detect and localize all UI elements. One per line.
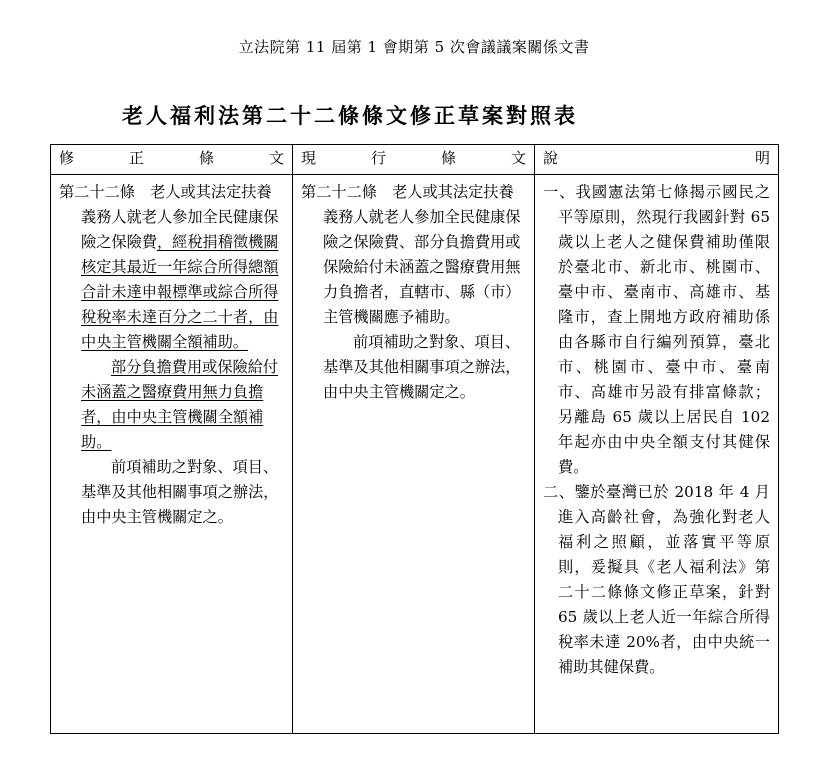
amended-underlined-text: 部分負擔費用或保險給付未涵蓋之醫療費用無力負擔者，由中央主管機關全額補助。 [81, 358, 279, 451]
header-current-article [293, 145, 535, 175]
table-body-row [51, 175, 779, 734]
document-title: 老人福利法第二十二條條文修正草案對照表 [122, 103, 578, 128]
header-char: 文 [510, 149, 526, 167]
amended-paragraph-1 [59, 180, 284, 355]
header-char: 現 [301, 149, 317, 167]
explanation-point-1: 一、我國憲法第七條揭示國民之平等原則，然現行我國針對 65 歲以上老人之健保費補助僅限於臺北市、新北市、桃園市、臺中市、臺南市、高雄市、基隆市，查上開地方政府補助係由各縣市自行編列預算，臺北市、桃園市、臺中市、臺南市、高雄市另設有排富條款；另離島 65 歲以上居民自 102 年起亦由中央全額支付其健保費。 [543, 183, 770, 476]
document-header: 立法院第 11 屆第 1 會期第 5 次會議議案關係文書 [238, 38, 590, 56]
amended-article-cell [51, 175, 293, 734]
header-char: 條 [198, 149, 214, 167]
amended-underlined-text: ，經稅捐稽徵機關核定其最近一年綜合所得總額合計未達申報標準或綜合所得稅稅率未達百分之二十者，由中央主管機關全額補助。 [81, 233, 279, 351]
header-char: 條 [440, 149, 456, 167]
header-char: 明 [754, 149, 770, 167]
header-char: 行 [370, 149, 386, 167]
current-article-cell [293, 175, 535, 734]
explanation-cell [535, 175, 779, 734]
header-char: 修 [59, 149, 75, 167]
current-text: 前項補助之對象、項目、基準及其他相關事項之辦法，由中央主管機關定之。 [323, 333, 521, 401]
header-char: 正 [128, 149, 144, 167]
current-paragraph-2 [301, 330, 526, 405]
table-header-row [51, 145, 779, 175]
amended-paragraph-3 [59, 455, 284, 530]
amended-paragraph-2 [59, 355, 284, 455]
current-paragraph-1: 第二十二條 老人或其法定扶養義務人就老人參加全民健康保險之保險費、部分負擔費用或保險給付未涵蓋之醫療費用無力負擔者，直轄市、縣（市）主管機關應予補助。 [301, 183, 521, 326]
header-char: 文 [268, 149, 284, 167]
comparison-table [50, 144, 779, 734]
explanation-point-2: 二、鑒於臺灣已於 2018 年 4 月進入高齡社會，為強化對老人福利之照顧，並落實平等原則，爰擬具《老人福利法》第二十二條條文修正草案，針對 65 歲以上老人近一年綜合所得稅率未達 20%者，由中央統一補助其健保費。 [543, 483, 770, 676]
header-explanation [535, 145, 779, 175]
amended-text: 前項補助之對象、項目、基準及其他相關事項之辦法，由中央主管機關定之。 [81, 458, 279, 526]
amended-text: 第二十二條 老人或其法定扶養義務人就老人參加全民健康保險之保險費 [59, 183, 279, 251]
header-char: 說 [543, 149, 559, 167]
header-amended-article [51, 145, 293, 175]
